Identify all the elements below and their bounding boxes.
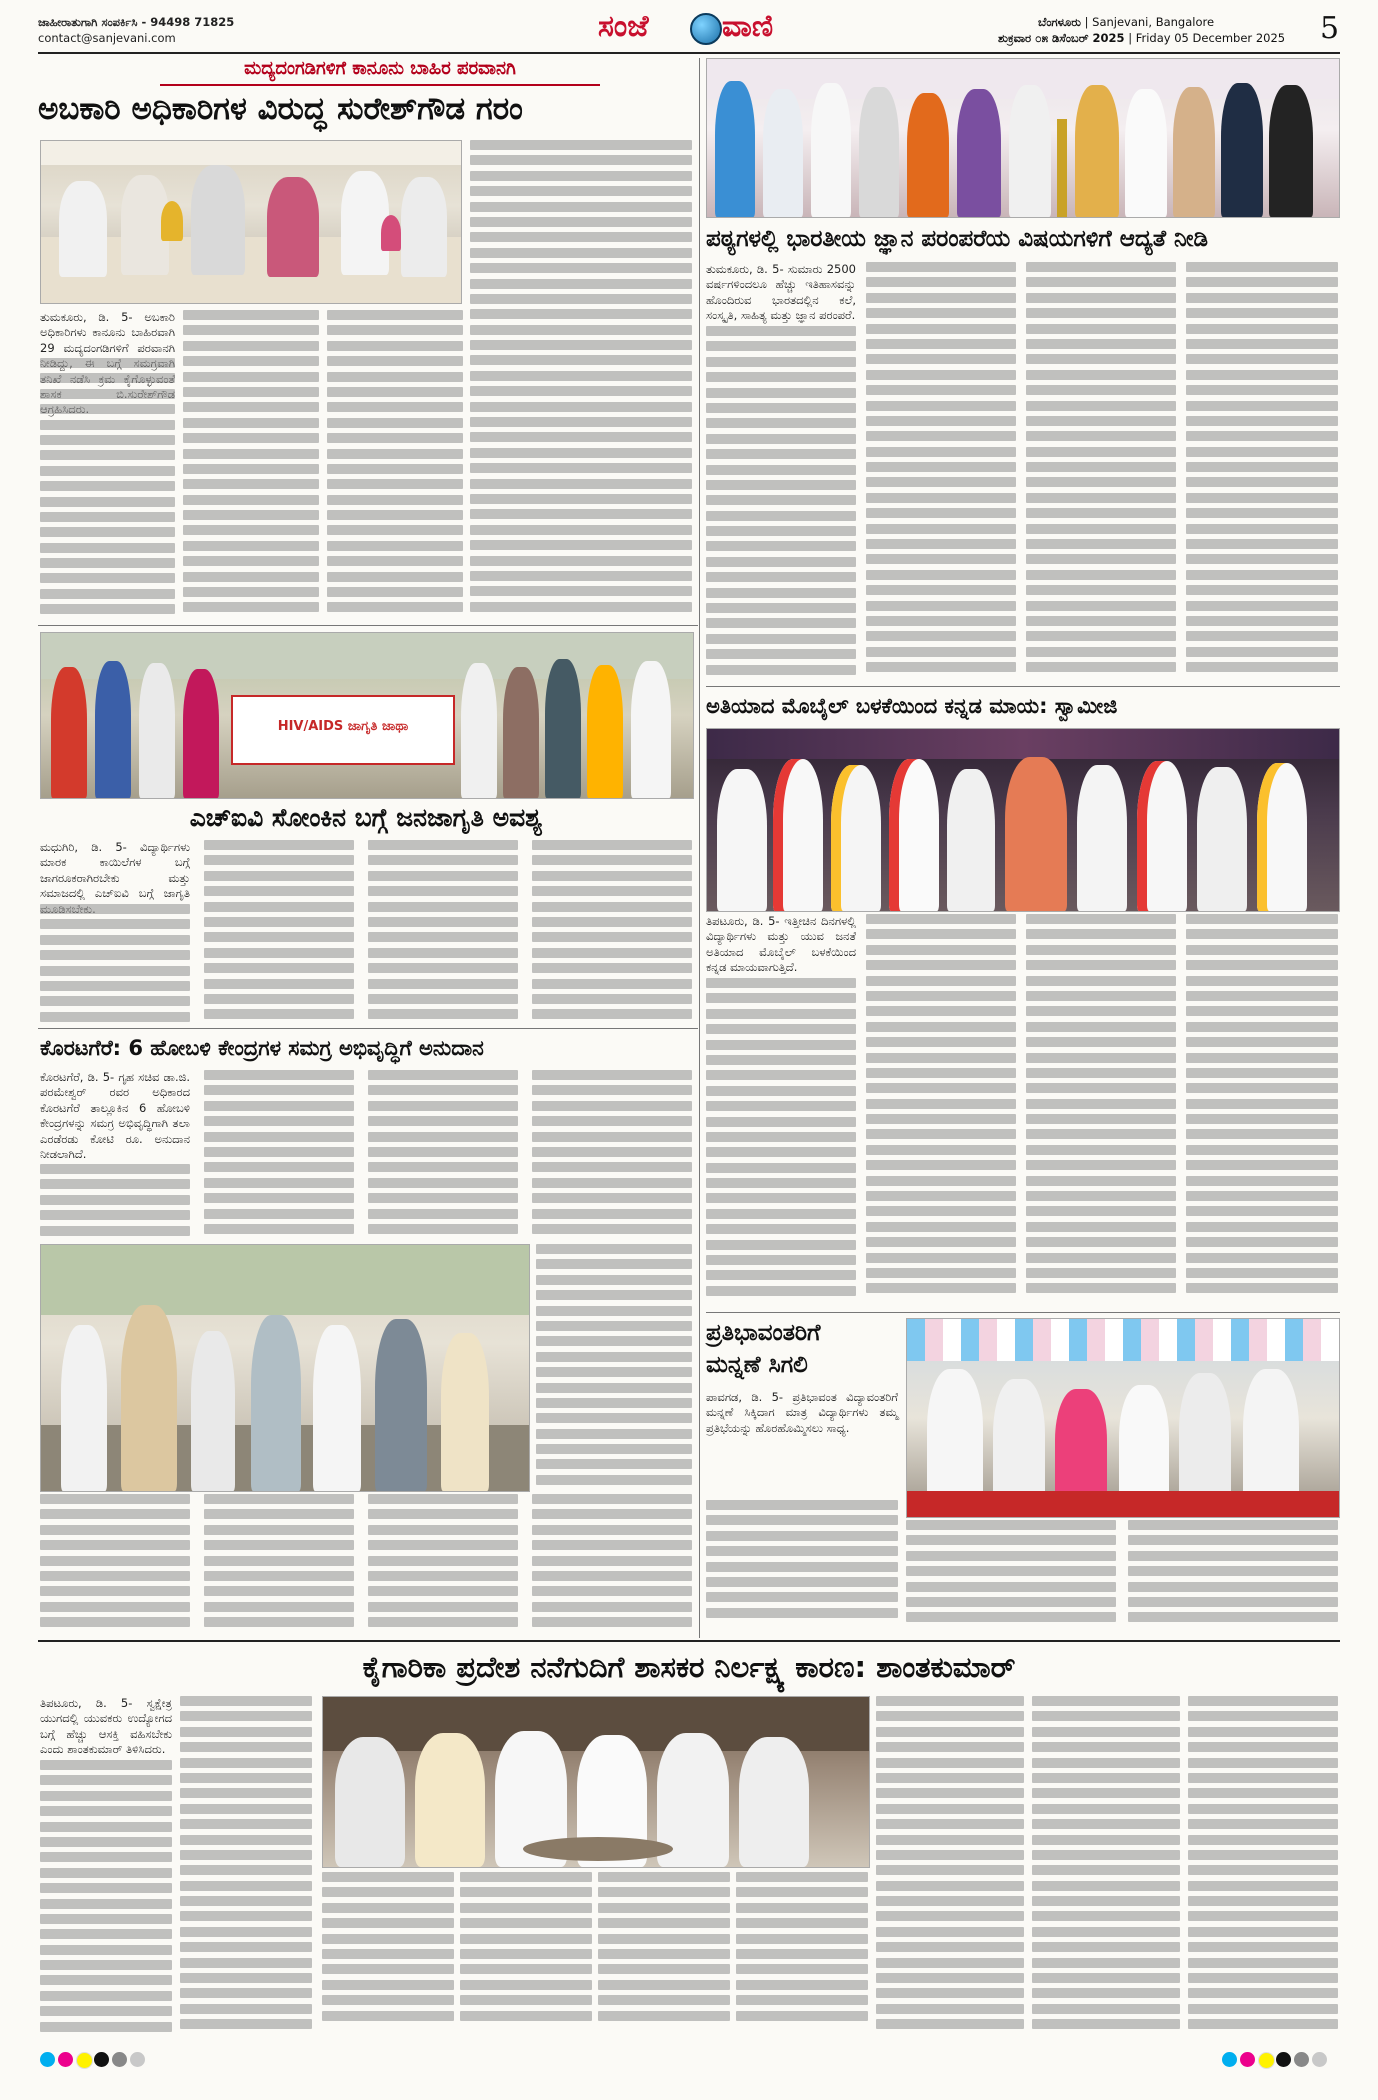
section-rule bbox=[38, 1028, 698, 1029]
hiv-col1 bbox=[40, 904, 190, 1024]
person-figure bbox=[1173, 87, 1215, 217]
cmyk-yellow bbox=[76, 2052, 93, 2069]
korategere-col5 bbox=[536, 1244, 692, 1490]
person-figure bbox=[889, 759, 939, 911]
mobile-photo bbox=[706, 728, 1340, 912]
person-figure bbox=[1137, 761, 1187, 911]
column-divider bbox=[699, 58, 700, 1638]
knowledge-lead: ತುಮಕೂರು, ಡಿ. 5- ಸುಮಾರು 2500 ವರ್ಷಗಳಿಂದಲೂ ಹೆಚ್ಚು ಇತಿಹಾಸವನ್ನು ಹೊಂದಿರುವ ಭಾರತದಲ್ಲಿನ ಕಲೆ, ಸಂಸ್ಕೃತಿ, ಸಾಹಿತ್ಯ ಮತ್ತು ಜ್ಞಾನ ಪರಂಪರೆ. bbox=[706, 262, 856, 323]
cmyk-grey bbox=[1294, 2052, 1309, 2067]
coffee-table bbox=[523, 1837, 673, 1861]
hiv-col2 bbox=[204, 840, 354, 1024]
cmyk-marks-right bbox=[1222, 2052, 1342, 2072]
mobile-col4 bbox=[1186, 914, 1338, 1308]
date-line bbox=[998, 31, 1285, 46]
korategere-bottom-col3 bbox=[368, 1494, 518, 1634]
stage-cloth bbox=[907, 1491, 1339, 1517]
person-figure bbox=[1221, 83, 1263, 217]
industrial-col3 bbox=[322, 1872, 454, 2036]
page-number: 5 bbox=[1320, 11, 1340, 46]
mobile-col1 bbox=[706, 978, 856, 1308]
person-figure bbox=[401, 177, 447, 277]
cmyk-marks-left bbox=[40, 2052, 160, 2072]
industrial-col2 bbox=[180, 1696, 312, 2036]
person-figure bbox=[1197, 767, 1247, 911]
cmyk-black bbox=[94, 2052, 109, 2067]
section-rule bbox=[38, 625, 698, 626]
industrial-col4 bbox=[460, 1872, 592, 2036]
person-figure bbox=[545, 659, 581, 798]
hiv-col4 bbox=[532, 840, 692, 1024]
industrial-col8 bbox=[1032, 1696, 1180, 2036]
mobile-col3 bbox=[1026, 914, 1176, 1308]
person-figure bbox=[715, 81, 755, 217]
excise-headline: ಅಬಕಾರಿ ಅಧಿಕಾರಿಗಳ ವಿರುದ್ಧ ಸುರೇಶ್‌ಗೌಡ ಗರಂ bbox=[38, 91, 523, 127]
hiv-photo bbox=[40, 632, 694, 799]
header-rule bbox=[38, 52, 1340, 54]
talent-lead: ಪಾವಗಡ, ಡಿ. 5- ಪ್ರತಿಭಾವಂತ ವಿದ್ಯಾವಂತರಿಗೆ ಮನ್ನಣೆ ಸಿಕ್ಕಿದಾಗ ಮಾತ್ರ ವಿದ್ಯಾರ್ಥಿಗಳು ತಮ್ಮ ಪ್ರತಿಭೆಯನ್ನು ಹೊರಹೊಮ್ಮಿಸಲು ಸಾಧ್ಯ. bbox=[706, 1390, 898, 1435]
person-figure bbox=[739, 1737, 809, 1867]
date-english: | Friday 05 December 2025 bbox=[1128, 31, 1286, 45]
knowledge-headline: ಪಠ್ಯಗಳಲ್ಲಿ ಭಾರತೀಯ ಜ್ಞಾನ ಪರಂಪರೆಯ ವಿಷಯಗಳಿಗೆ ಆದ್ಯತೆ ನೀಡಿ bbox=[706, 226, 1208, 252]
person-figure bbox=[1257, 763, 1307, 911]
edition: | Sanjevani, Bangalore bbox=[1084, 15, 1215, 29]
industrial-col5 bbox=[598, 1872, 730, 2036]
korategere-bottom-col4 bbox=[532, 1494, 692, 1634]
cmyk-magenta bbox=[58, 2052, 73, 2067]
excise-photo bbox=[40, 140, 462, 304]
cmyk-black bbox=[1276, 2052, 1291, 2067]
person-figure bbox=[95, 661, 131, 798]
cmyk-cyan bbox=[1222, 2052, 1237, 2067]
korategere-col3 bbox=[368, 1070, 518, 1240]
korategere-col4 bbox=[532, 1070, 692, 1240]
industrial-col7 bbox=[876, 1696, 1024, 2036]
stage-lights bbox=[707, 729, 1339, 759]
knowledge-col2 bbox=[866, 262, 1016, 680]
city: ಬೆಂಗಳೂರು bbox=[1038, 15, 1081, 29]
lamp-stand bbox=[1057, 119, 1067, 217]
person-figure bbox=[503, 667, 539, 798]
person-figure bbox=[59, 181, 107, 277]
hiv-lead: ಮಧುಗಿರಿ, ಡಿ. 5- ವಿದ್ಯಾರ್ಥಿಗಳು ಮಾರಕ ಕಾಯಿಲೆಗಳ ಬಗ್ಗೆ ಜಾಗರೂಕರಾಗಿರಬೇಕು ಮತ್ತು ಸಮಾಜದಲ್ಲಿ ಎಚ್‌ಐವಿ ಬಗ್ಗೆ ಜಾಗೃತಿ bbox=[40, 840, 190, 901]
section-rule bbox=[706, 1312, 1340, 1313]
section-rule bbox=[706, 686, 1340, 687]
person-figure bbox=[1125, 89, 1167, 217]
cmyk-yellow bbox=[1258, 2052, 1275, 2069]
person-figure bbox=[121, 1305, 177, 1491]
excise-col3 bbox=[327, 310, 463, 620]
globe-icon bbox=[690, 13, 722, 45]
masthead-right: ವಾಣಿ bbox=[722, 9, 774, 44]
knowledge-col3 bbox=[1026, 262, 1176, 680]
masthead bbox=[598, 7, 808, 47]
industrial-col6 bbox=[736, 1872, 868, 2036]
korategere-headline: ಕೊರಟಗೆರೆ: 6 ಹೋಬಳಿ ಕೇಂದ್ರಗಳ ಸಮಗ್ರ ಅಭಿವೃದ್ಧಿಗೆ ಅನುದಾನ bbox=[40, 1036, 484, 1060]
person-figure bbox=[1269, 85, 1313, 217]
person-figure bbox=[415, 1733, 485, 1867]
excise-kicker: ಮದ್ಯದಂಗಡಿಗಳಿಗೆ ಕಾನೂನು ಬಾಹಿರ ಪರವಾನಗಿ bbox=[244, 58, 516, 79]
contact-phone: ಜಾಹೀರಾತುಗಾಗಿ ಸಂಪರ್ಕಿಸಿ - 94498 71825 bbox=[38, 15, 235, 29]
person-figure bbox=[773, 759, 823, 911]
talent-col2 bbox=[906, 1520, 1116, 1634]
korategere-photo bbox=[40, 1244, 530, 1492]
excise-col4 bbox=[470, 140, 692, 620]
person-figure bbox=[139, 663, 175, 798]
person-figure bbox=[947, 769, 995, 911]
cmyk-cyan bbox=[40, 2052, 55, 2067]
person-figure bbox=[191, 1331, 235, 1491]
industrial-photo bbox=[322, 1696, 870, 1868]
industrial-headline: ಕೈಗಾರಿಕಾ ಪ್ರದೇಶ ನನೆಗುದಿಗೆ ಶಾಸಕರ ನಿರ್ಲಕ್ಷ್ಯ ಕಾರಣ: ಶಾಂತಕುಮಾರ್ bbox=[362, 1650, 1016, 1684]
person-figure bbox=[61, 1325, 107, 1491]
industrial-col9 bbox=[1188, 1696, 1338, 2036]
balloon-decor bbox=[907, 1319, 1339, 1361]
cmyk-light bbox=[1312, 2052, 1327, 2067]
korategere-col1 bbox=[40, 1164, 190, 1240]
date-kannada: ಶುಕ್ರವಾರ ೦೫ ಡಿಸೆಂಬರ್ 2025 bbox=[998, 31, 1125, 45]
person-figure bbox=[191, 165, 245, 275]
masthead-left: ಸಂಜೆ bbox=[598, 9, 649, 44]
person-figure bbox=[267, 177, 319, 277]
person-figure bbox=[907, 93, 949, 217]
person-figure bbox=[441, 1333, 489, 1491]
cmyk-light bbox=[130, 2052, 145, 2067]
person-figure bbox=[461, 663, 497, 798]
person-figure bbox=[375, 1319, 427, 1491]
talent-photo bbox=[906, 1318, 1340, 1518]
person-figure bbox=[51, 667, 87, 798]
cmyk-grey bbox=[112, 2052, 127, 2067]
excise-col1 bbox=[40, 358, 175, 620]
talent-col3 bbox=[1128, 1520, 1338, 1634]
person-figure bbox=[859, 87, 899, 217]
section-rule bbox=[38, 1640, 1340, 1642]
person-figure bbox=[587, 665, 623, 798]
person-figure bbox=[1077, 765, 1127, 911]
person-figure bbox=[1009, 85, 1051, 217]
person-figure bbox=[251, 1315, 301, 1491]
mobile-headline: ಅತಿಯಾದ ಮೊಬೈಲ್ ಬಳಕೆಯಿಂದ ಕನ್ನಡ ಮಾಯ: ಸ್ವಾಮೀಜಿ bbox=[706, 694, 1118, 718]
industrial-col1 bbox=[40, 1760, 172, 2036]
person-figure bbox=[1075, 85, 1119, 217]
korategere-bottom-col1 bbox=[40, 1494, 190, 1634]
person-figure bbox=[717, 769, 767, 911]
hiv-banner bbox=[231, 695, 455, 765]
header bbox=[38, 9, 1340, 49]
talent-col1 bbox=[706, 1500, 898, 1634]
flower-vase bbox=[381, 215, 401, 251]
hiv-col3 bbox=[368, 840, 518, 1024]
mobile-col2 bbox=[866, 914, 1016, 1308]
excise-col2 bbox=[183, 310, 319, 620]
industrial-lead: ತಿಪಟೂರು, ಡಿ. 5- ಸ್ವಕ್ಷೇತ್ರ ಯುಗದಲ್ಲಿ ಯುವಕರು ಉದ್ಯೋಗದ ಬಗ್ಗೆ ಹೆಚ್ಚು ಆಸಕ್ತಿ ವಹಿಸಬೇಕು ಎಂದು ಶಾಂತಕುಮಾರ್ ತಿಳಿಸಿದರು. bbox=[40, 1696, 172, 1757]
person-figure bbox=[811, 83, 851, 217]
hiv-headline: ಎಚ್‌ಐವಿ ಸೋಂಕಿನ ಬಗ್ಗೆ ಜನಜಾಗೃತಿ ಅವಶ್ಯ bbox=[189, 803, 543, 832]
excise-kicker-wrap bbox=[160, 58, 600, 86]
person-figure bbox=[831, 765, 881, 911]
person-figure bbox=[335, 1737, 405, 1867]
korategere-bottom-col2 bbox=[204, 1494, 354, 1634]
person-figure bbox=[313, 1325, 361, 1491]
knowledge-col4 bbox=[1186, 262, 1338, 680]
mobile-lead: ತಿಪಟೂರು, ಡಿ. 5- ಇತ್ತೀಚಿನ ದಿನಗಳಲ್ಲಿ ವಿದ್ಯಾರ್ಥಿಗಳು ಮತ್ತು ಯುವ ಜನತೆ ಅತಿಯಾದ ಮೊಬೈಲ್ ಬಳಕೆಯಿಂದ ಕನ್ನಡ ಮಾಯವಾಗುತ್ತಿದೆ. bbox=[706, 914, 856, 975]
person-figure bbox=[763, 89, 803, 217]
korategere-col2 bbox=[204, 1070, 354, 1240]
city-line bbox=[1038, 15, 1214, 30]
person-figure bbox=[631, 661, 671, 798]
contact-email[interactable]: contact@sanjevani.com bbox=[38, 31, 176, 45]
person-figure bbox=[1005, 757, 1067, 911]
flower-vase bbox=[161, 201, 183, 241]
knowledge-photo bbox=[706, 58, 1340, 218]
knowledge-col1 bbox=[706, 326, 856, 680]
hiv-banner-text: HIV/AIDS ಜಾಗೃತಿ ಜಾಥಾ bbox=[277, 719, 409, 734]
talent-headline-2: ಮನ್ನಣೆ ಸಿಗಲಿ bbox=[706, 1352, 808, 1378]
person-figure bbox=[957, 89, 1001, 217]
cmyk-magenta bbox=[1240, 2052, 1255, 2067]
korategere-lead: ಕೊರಟಗೆರೆ, ಡಿ. 5- ಗೃಹ ಸಚಿವ ಡಾ.ಜಿ. ಪರಮೇಶ್ವರ್ ರವರ ಅಧಿಕಾರದ ಕೊರಟಗೆರೆ ತಾಲ್ಲೂಕಿನ 6 ಹೋಬಳಿ ಕೇಂದ್ರಗಳನ್ನು ಸಮಗ್ರ ಅಭಿವೃದ್ಧಿಗಾಗಿ ತಲಾ ಎರಡೆರಡು ಕೋಟಿ ರೂ. ಅನುದಾನ ನೀಡಲಾಗಿದೆ. bbox=[40, 1070, 190, 1162]
excise-lead: ತುಮಕೂರು, ಡಿ. 5- ಅಬಕಾರಿ ಅಧಿಕಾರಿಗಳು ಕಾನೂನು ಬಾಹಿರವಾಗಿ 29 ಮದ್ಯದಂಗಡಿಗಳಿಗೆ ಪರವಾನಗಿ bbox=[40, 310, 175, 355]
person-figure bbox=[183, 669, 219, 798]
talent-headline-1: ಪ್ರತಿಭಾವಂತರಿಗೆ bbox=[706, 1320, 821, 1346]
